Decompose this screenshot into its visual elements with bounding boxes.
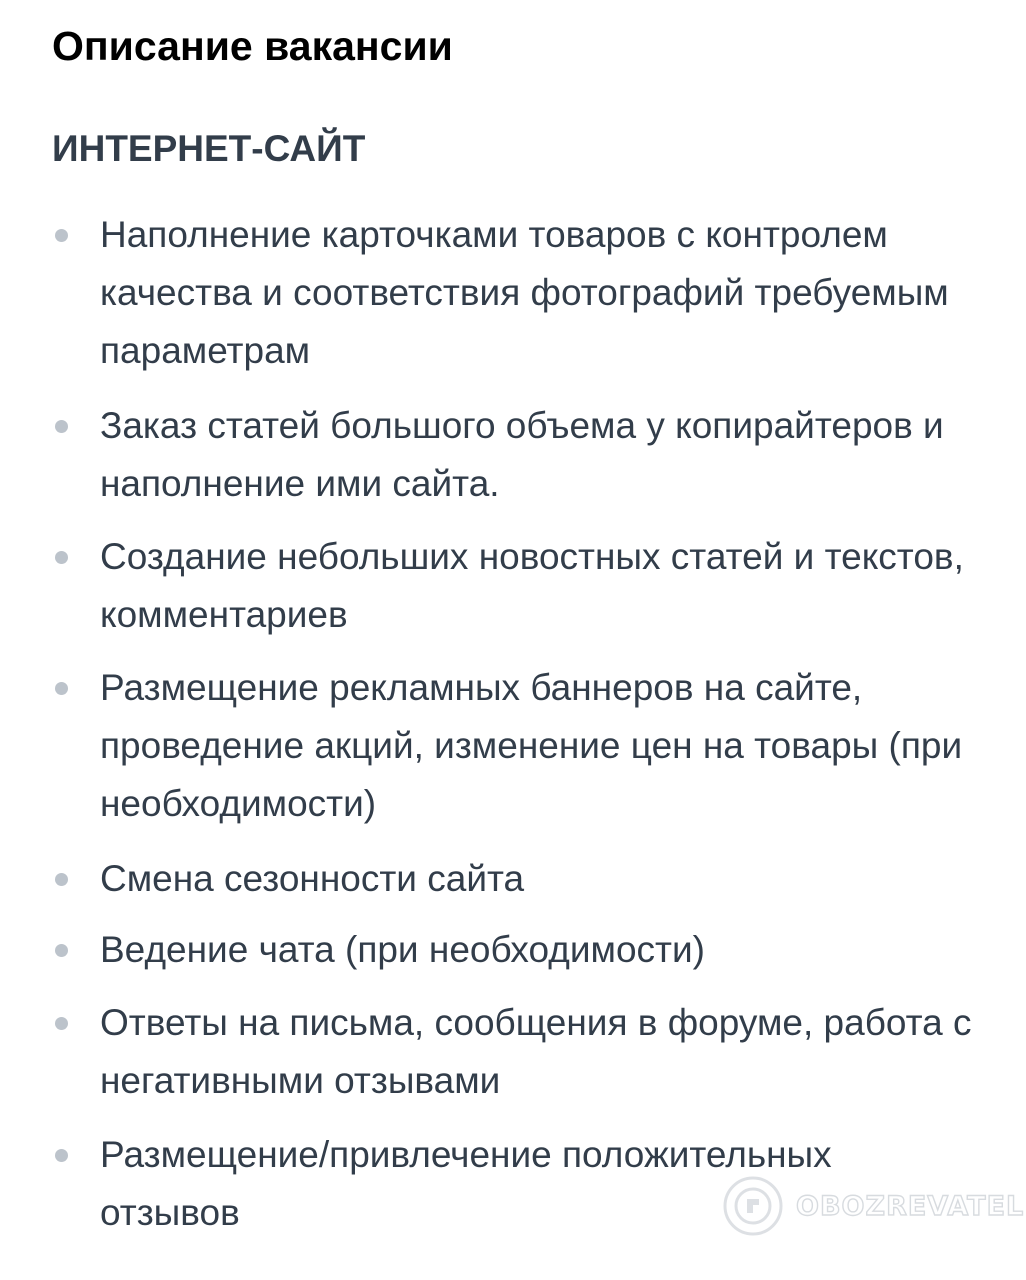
- list-item-text: Ответы на письма, сообщения в форуме, работа с негативными отзывами: [100, 1002, 972, 1101]
- bullet-icon: [55, 229, 68, 242]
- page-title: Описание вакансии: [52, 23, 453, 69]
- obozrevatel-logo-icon: [722, 1175, 784, 1237]
- section-heading-website: ИНТЕРНЕТ-САЙТ: [52, 128, 366, 169]
- bullet-icon: [55, 551, 68, 564]
- list-item-text: Ведение чата (при необходимости): [100, 929, 705, 970]
- bullet-icon: [55, 682, 68, 695]
- list-item-text: Наполнение карточками товаров с контролем качества и соответствия фотографий требуемым параметрам: [100, 214, 949, 371]
- bullet-icon: [55, 873, 68, 886]
- list-item-text: Создание небольших новостных статей и текстов, комментариев: [100, 536, 964, 635]
- list-item-text: Размещение рекламных баннеров на сайте, проведение акций, изменение цен на товары (при необходимости): [100, 667, 963, 824]
- bullet-icon: [55, 944, 68, 957]
- list-item-text: Заказ статей большого объема у копирайтеров и наполнение ими сайта.: [100, 405, 944, 504]
- bullet-icon: [55, 420, 68, 433]
- list-item-text: Смена сезонности сайта: [100, 858, 525, 899]
- list-item-text: Размещение/привлечение положительных отзывов: [100, 1134, 832, 1233]
- watermark-text: OBOZREVATEL: [796, 1190, 1025, 1222]
- bullet-icon: [55, 1149, 68, 1162]
- obozrevatel-watermark: [722, 1173, 1024, 1239]
- bullet-icon: [55, 1017, 68, 1030]
